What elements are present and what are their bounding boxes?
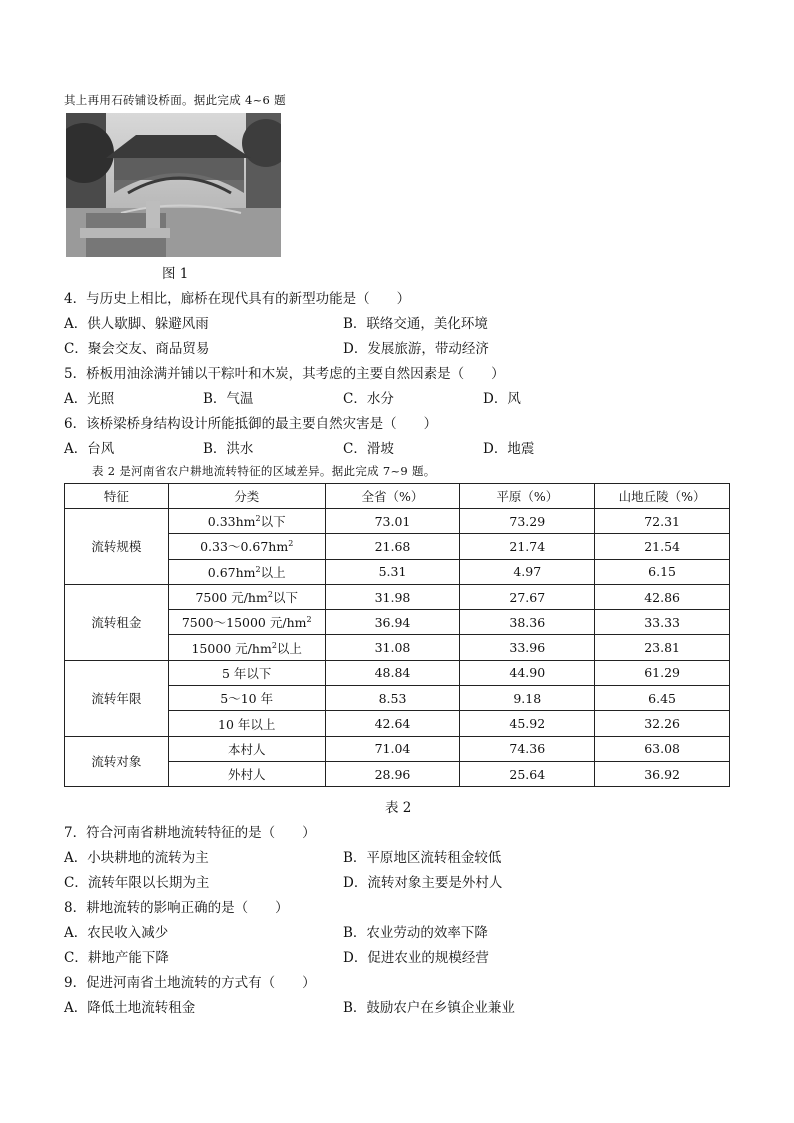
category-suffix: 以下: [260, 514, 286, 530]
covered-bridge-photo: [66, 113, 281, 257]
table-row: [65, 660, 730, 685]
plain-value: 38.36: [460, 610, 595, 635]
intro-text: 其上再用石砖铺设桥面。据此完成 4~6 题: [64, 93, 286, 107]
land-transfer-table: [64, 483, 730, 787]
q6-option-d: D．地震: [483, 441, 535, 457]
category-text: 0.67hm: [207, 564, 256, 580]
q6-option-c: C．滑坡: [343, 441, 394, 457]
q4-option-a: A．供人歇脚、躲避风雨: [64, 316, 209, 332]
province-value: 8.53: [325, 686, 460, 711]
category-cell: [168, 761, 325, 786]
category-suffix: 以上: [276, 640, 302, 656]
q8-option-a: A．农民收入减少: [64, 925, 169, 941]
category-text: 7500～15000 元/hm: [181, 615, 307, 631]
category-suffix: 以上: [260, 564, 286, 580]
hills-value: 61.29: [595, 660, 730, 685]
category-cell: [168, 559, 325, 584]
plain-value: 44.90: [460, 660, 595, 685]
q7-option-c: C．流转年限以长期为主: [64, 875, 210, 891]
table-body: [65, 509, 730, 787]
unit-superscript: 2: [255, 564, 261, 574]
category-cell: [168, 660, 325, 685]
q8-option-d: D．促进农业的规模经营: [343, 950, 489, 966]
category-cell: [168, 584, 325, 609]
category-suffix: 以下: [272, 590, 298, 606]
feature-cell: 流转租金: [65, 584, 169, 660]
category-cell: [168, 534, 325, 559]
province-value: 28.96: [325, 761, 460, 786]
category-cell: [168, 509, 325, 534]
q5-option-c: C．水分: [343, 391, 394, 407]
category-text: 本村人: [227, 741, 266, 757]
category-text: 5～10 年: [220, 691, 274, 707]
header-hills: 山地丘陵（%）: [595, 484, 730, 509]
category-text: 10 年以上: [218, 716, 276, 732]
q7-option-b: B．平原地区流转租金较低: [343, 850, 502, 866]
q4-option-d: D．发展旅游，带动经济: [343, 341, 489, 357]
q9-option-a: A．降低土地流转租金: [64, 1000, 196, 1016]
plain-value: 9.18: [460, 686, 595, 711]
q6-option-a: A．台风: [64, 441, 115, 457]
q8-option-b: B．农业劳动的效率下降: [343, 925, 488, 941]
header-category: 分类: [168, 484, 325, 509]
category-text: 外村人: [227, 767, 266, 783]
q6-option-b: B．洪水: [203, 441, 254, 457]
plain-value: 21.74: [460, 534, 595, 559]
q7-option-d: D．流转对象主要是外村人: [343, 875, 503, 891]
plain-value: 25.64: [460, 761, 595, 786]
plain-value: 45.92: [460, 711, 595, 736]
province-value: 31.98: [325, 584, 460, 609]
table-header-row: [65, 484, 730, 509]
hills-value: 36.92: [595, 761, 730, 786]
category-text: 5 年以下: [221, 665, 272, 681]
plain-value: 4.97: [460, 559, 595, 584]
province-value: 36.94: [325, 610, 460, 635]
province-value: 5.31: [325, 559, 460, 584]
unit-superscript: 2: [306, 615, 312, 625]
province-value: 48.84: [325, 660, 460, 685]
table-intro-text: 表 2 是河南省农户耕地流转特征的区域差异。据此完成 7~9 题。: [92, 464, 436, 478]
table-row: [65, 584, 730, 609]
q5-option-b: B．气温: [203, 391, 254, 407]
q9-option-b: B．鼓励农户在乡镇企业兼业: [343, 1000, 515, 1016]
hills-value: 32.26: [595, 711, 730, 736]
question-7-stem: 7．符合河南省耕地流转特征的是（ ）: [64, 825, 316, 841]
plain-value: 27.67: [460, 584, 595, 609]
q5-option-d: D．风: [483, 391, 521, 407]
hills-value: 6.15: [595, 559, 730, 584]
category-text: 0.33～0.67hm: [200, 539, 289, 555]
feature-cell: 流转规模: [65, 509, 169, 585]
q4-option-c: C．聚会交友、商品贸易: [64, 341, 210, 357]
category-cell: [168, 736, 325, 761]
question-5-stem: 5．桥板用油涂满并铺以干粽叶和木炭，其考虑的主要自然因素是（ ）: [64, 366, 505, 382]
category-text: 15000 元/hm: [191, 640, 272, 656]
province-value: 31.08: [325, 635, 460, 660]
q4-option-b: B．联络交通，美化环境: [343, 316, 488, 332]
header-province: 全省（%）: [325, 484, 460, 509]
unit-superscript: 2: [271, 640, 277, 650]
question-4-stem: 4．与历史上相比，廊桥在现代具有的新型功能是（ ）: [64, 291, 411, 307]
category-cell: [168, 635, 325, 660]
province-value: 21.68: [325, 534, 460, 559]
hills-value: 23.81: [595, 635, 730, 660]
table-row: [65, 509, 730, 534]
question-8-stem: 8．耕地流转的影响正确的是（ ）: [64, 900, 289, 916]
unit-superscript: 2: [267, 589, 273, 599]
plain-value: 73.29: [460, 509, 595, 534]
table-caption: 表 2: [385, 800, 412, 816]
category-cell: [168, 686, 325, 711]
header-plain: 平原（%）: [460, 484, 595, 509]
q5-option-a: A．光照: [64, 391, 115, 407]
q8-option-c: C．耕地产能下降: [64, 950, 169, 966]
unit-superscript: 2: [288, 539, 294, 549]
category-text: 7500 元/hm: [195, 590, 268, 606]
category-text: 0.33hm: [207, 514, 256, 530]
plain-value: 74.36: [460, 736, 595, 761]
hills-value: 42.86: [595, 584, 730, 609]
q7-option-a: A．小块耕地的流转为主: [64, 850, 209, 866]
feature-cell: 流转年限: [65, 660, 169, 736]
province-value: 73.01: [325, 509, 460, 534]
hills-value: 6.45: [595, 686, 730, 711]
feature-cell: 流转对象: [65, 736, 169, 787]
table-row: [65, 736, 730, 761]
hills-value: 63.08: [595, 736, 730, 761]
question-6-stem: 6．该桥梁桥身结构设计所能抵御的最主要自然灾害是（ ）: [64, 416, 438, 432]
province-value: 71.04: [325, 736, 460, 761]
figure-caption: 图 1: [162, 266, 189, 282]
question-9-stem: 9．促进河南省土地流转的方式有（ ）: [64, 975, 316, 991]
header-feature: 特征: [65, 484, 169, 509]
category-cell: [168, 711, 325, 736]
province-value: 42.64: [325, 711, 460, 736]
hills-value: 33.33: [595, 610, 730, 635]
unit-superscript: 2: [255, 513, 261, 523]
plain-value: 33.96: [460, 635, 595, 660]
hills-value: 21.54: [595, 534, 730, 559]
category-cell: [168, 610, 325, 635]
hills-value: 72.31: [595, 509, 730, 534]
